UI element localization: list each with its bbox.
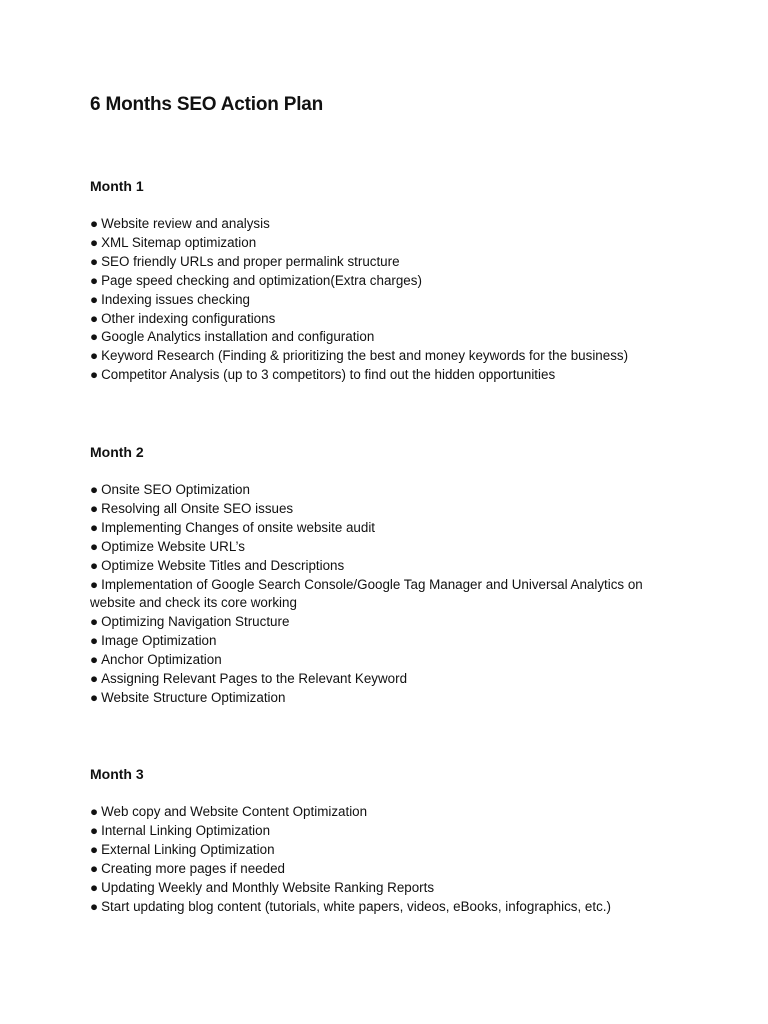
- section-heading: Month 3: [90, 766, 144, 782]
- list-item: [90, 841, 690, 860]
- list-item-text: Internal Linking Optimization: [101, 822, 271, 838]
- bullet-icon: ●: [90, 557, 99, 573]
- list-item-text: SEO friendly URLs and proper permalink structure: [101, 253, 400, 269]
- bullet-icon: ●: [90, 367, 99, 383]
- section-month-1: [90, 177, 690, 385]
- bullet-icon: ●: [90, 689, 99, 705]
- bullet-icon: ●: [90, 253, 99, 269]
- document-title: 6 Months SEO Action Plan: [90, 94, 324, 115]
- list-item: [90, 803, 690, 822]
- list-item: [90, 519, 690, 538]
- bullet-icon: ●: [90, 898, 99, 914]
- list-item: [90, 576, 690, 614]
- list-item: [90, 557, 690, 576]
- list-item: [90, 366, 690, 385]
- bullet-icon: ●: [90, 841, 99, 857]
- list-item: [90, 272, 690, 291]
- bullet-icon: ●: [90, 633, 99, 649]
- list-item: [90, 310, 690, 329]
- list-item-text: Indexing issues checking: [101, 291, 250, 307]
- list-item-text: Competitor Analysis (up to 3 competitors) to find out the hidden opportunities: [101, 367, 556, 383]
- list-item-text: Google Analytics installation and configuration: [101, 329, 375, 345]
- list-item-text: Website review and analysis: [101, 216, 270, 231]
- list-item-text: Onsite SEO Optimization: [101, 482, 250, 497]
- bullet-icon: ●: [90, 216, 99, 231]
- list-item: [90, 291, 690, 310]
- list-item-text: Other indexing configurations: [101, 310, 276, 326]
- list-item: [90, 670, 690, 689]
- list-item-text: Anchor Optimization: [101, 652, 222, 668]
- list-item-text: Updating Weekly and Monthly Website Ranking Reports: [101, 879, 435, 895]
- list-item: [90, 500, 690, 519]
- bullet-icon: ●: [90, 538, 99, 554]
- list-item-text: Implementing Changes of onsite website audit: [101, 519, 376, 535]
- bullet-icon: ●: [90, 272, 99, 288]
- bullet-list: [90, 215, 690, 385]
- list-item-text: Optimizing Navigation Structure: [101, 614, 290, 630]
- list-item-text: Implementation of Google Search Console/Google Tag Manager and Universal Analytics on website and check its core working: [90, 576, 643, 611]
- bullet-list: [90, 481, 690, 708]
- bullet-icon: ●: [90, 879, 99, 895]
- bullet-icon: ●: [90, 329, 99, 345]
- bullet-icon: ●: [90, 652, 99, 668]
- list-item: [90, 328, 690, 347]
- list-item-text: XML Sitemap optimization: [101, 234, 257, 250]
- section-heading: Month 1: [90, 178, 144, 194]
- bullet-icon: ●: [90, 822, 99, 838]
- section-month-2: [90, 443, 690, 708]
- list-item-text: Website Structure Optimization: [101, 689, 286, 705]
- list-item-text: Resolving all Onsite SEO issues: [101, 500, 294, 516]
- list-item: [90, 481, 690, 500]
- list-item-text: External Linking Optimization: [101, 841, 275, 857]
- list-item: [90, 860, 690, 879]
- bullet-icon: ●: [90, 500, 99, 516]
- bullet-icon: ●: [90, 482, 99, 497]
- list-item: [90, 822, 690, 841]
- section-heading: Month 2: [90, 444, 144, 460]
- bullet-list: [90, 803, 690, 916]
- list-item: [90, 651, 690, 670]
- bullet-icon: ●: [90, 519, 99, 535]
- bullet-icon: ●: [90, 614, 99, 630]
- bullet-icon: ●: [90, 291, 99, 307]
- bullet-icon: ●: [90, 860, 99, 876]
- list-item: [90, 347, 690, 366]
- list-item-text: Creating more pages if needed: [101, 860, 285, 876]
- list-item: [90, 613, 690, 632]
- list-item-text: Optimize Website Titles and Descriptions: [101, 557, 345, 573]
- list-item: [90, 234, 690, 253]
- bullet-icon: ●: [90, 310, 99, 326]
- list-item-text: Page speed checking and optimization(Extra charges): [101, 272, 422, 288]
- bullet-icon: ●: [90, 576, 99, 592]
- list-item: [90, 253, 690, 272]
- list-item: [90, 898, 690, 917]
- list-item-text: Optimize Website URL’s: [101, 538, 245, 554]
- bullet-icon: ●: [90, 348, 99, 364]
- list-item: [90, 538, 690, 557]
- list-item-text: Keyword Research (Finding & prioritizing the best and money keywords for the business): [101, 348, 629, 364]
- bullet-icon: ●: [90, 804, 99, 819]
- list-item-text: Image Optimization: [101, 633, 217, 649]
- list-item-text: Web copy and Website Content Optimization: [101, 804, 368, 819]
- list-item: [90, 215, 690, 234]
- list-item-text: Start updating blog content (tutorials, white papers, videos, eBooks, infographics, etc.): [101, 898, 611, 914]
- section-month-3: [90, 765, 690, 916]
- list-item-text: Assigning Relevant Pages to the Relevant Keyword: [101, 671, 408, 687]
- bullet-icon: ●: [90, 234, 99, 250]
- list-item: [90, 632, 690, 651]
- list-item: [90, 879, 690, 898]
- list-item: [90, 689, 690, 708]
- bullet-icon: ●: [90, 671, 99, 687]
